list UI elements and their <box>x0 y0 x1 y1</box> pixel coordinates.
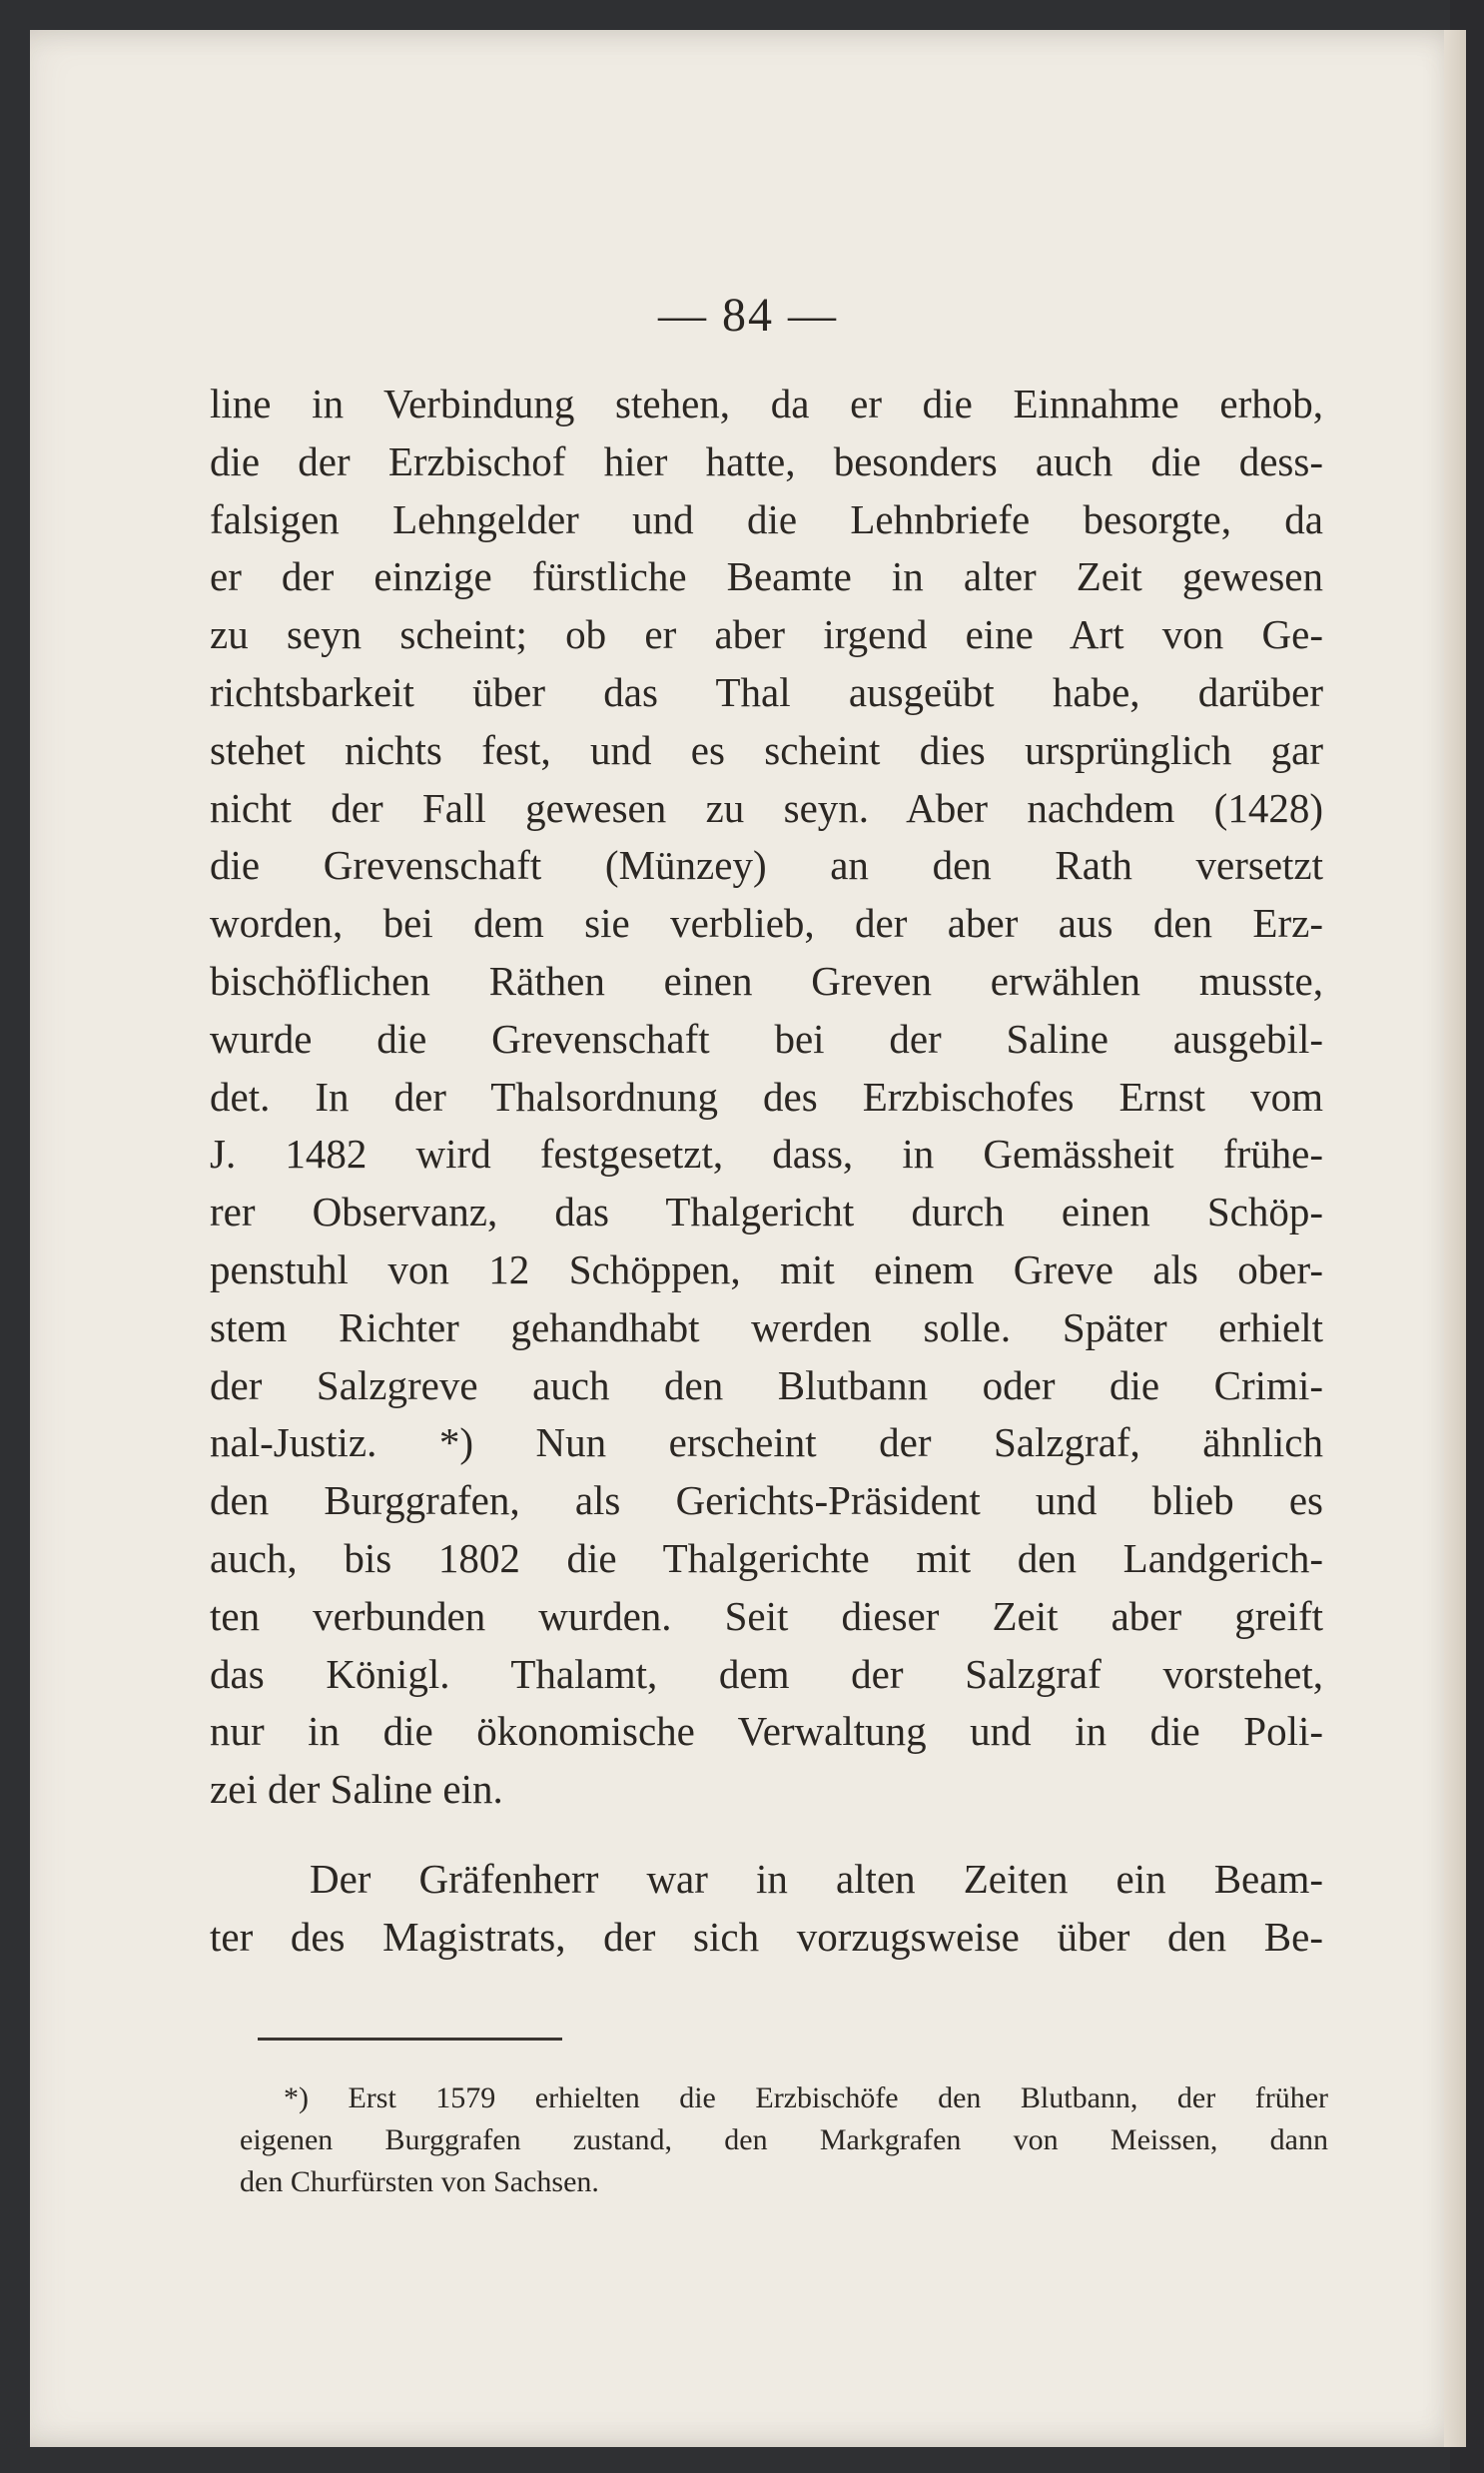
page-spine-shadow <box>1444 30 1466 2447</box>
text-line-paragraph-start: Der Gräfenherr war in alten Zeiten ein Beam- <box>310 1855 1323 1902</box>
footnote-block <box>240 2077 1328 2203</box>
text-line-paragraph-end: zei der Saline ein. <box>210 1766 503 1813</box>
text-line: nur in die ökonomische Verwaltung und in die Poli- <box>210 1708 1323 1755</box>
page-number-header: — 84 — <box>658 289 838 342</box>
text-line: det. In der Thalsordnung des Erzbischofes Ernst vom <box>210 1073 1323 1120</box>
text-line: nicht der Fall gewesen zu seyn. Aber nachdem (1428) <box>210 784 1323 831</box>
main-text-block <box>210 376 1323 1967</box>
footnote-divider <box>258 2038 562 2041</box>
text-line: ten verbunden wurden. Seit dieser Zeit aber greift <box>210 1592 1323 1639</box>
text-line: rer Observanz, das Thalgericht durch einen Schöp- <box>210 1189 1323 1236</box>
text-line: die der Erzbischof hier hatte, besonders auch die dess- <box>210 437 1323 484</box>
footnote-line: eigenen Burggrafen zustand, den Markgrafen von Meissen, dann <box>240 2123 1328 2156</box>
text-line: falsigen Lehngelder und die Lehnbriefe besorgte, da <box>210 495 1323 542</box>
text-line: stehet nichts fest, und es scheint dies ursprünglich gar <box>210 726 1323 773</box>
text-line: worden, bei dem sie verblieb, der aber aus den Erz- <box>210 900 1323 947</box>
text-line: stem Richter gehandhabt werden solle. Später erhielt <box>210 1303 1323 1350</box>
paragraph-gap <box>210 1819 1323 1851</box>
text-line: auch, bis 1802 die Thalgerichte mit den Landgerich- <box>210 1534 1323 1581</box>
text-line: den Burggrafen, als Gerichts-Präsident und blieb es <box>210 1477 1323 1524</box>
text-line: J. 1482 wird festgesetzt, dass, in Gemässheit frühe- <box>210 1131 1323 1178</box>
text-line: ter des Magistrats, der sich vorzugsweise über den Be- <box>210 1913 1323 1960</box>
footnote-line: den Churfürsten von Sachsen. <box>240 2165 599 2198</box>
footnote-line: *) Erst 1579 erhielten die Erzbischöfe den Blutbann, der früher <box>284 2081 1328 2114</box>
text-line: der Salzgreve auch den Blutbann oder die Crimi- <box>210 1361 1323 1408</box>
text-line: nal-Justiz. *) Nun erscheint der Salzgraf, ähnlich <box>210 1419 1323 1466</box>
text-line: line in Verbindung stehen, da er die Einnahme erhob, <box>210 381 1323 426</box>
book-page <box>30 30 1466 2447</box>
text-line: er der einzige fürstliche Beamte in alter Zeit gewesen <box>210 553 1323 600</box>
text-line: die Grevenschaft (Münzey) an den Rath versetzt <box>210 842 1323 889</box>
text-line: bischöflichen Räthen einen Greven erwählen musste, <box>210 957 1323 1004</box>
text-line: richtsbarkeit über das Thal ausgeübt habe, darüber <box>210 668 1323 715</box>
text-line: das Königl. Thalamt, dem der Salzgraf vorstehet, <box>210 1650 1323 1697</box>
text-line: penstuhl von 12 Schöppen, mit einem Greve als ober- <box>210 1245 1323 1292</box>
text-line: wurde die Grevenschaft bei der Saline ausgebil- <box>210 1015 1323 1062</box>
text-line: zu seyn scheint; ob er aber irgend eine Art von Ge- <box>210 611 1323 658</box>
